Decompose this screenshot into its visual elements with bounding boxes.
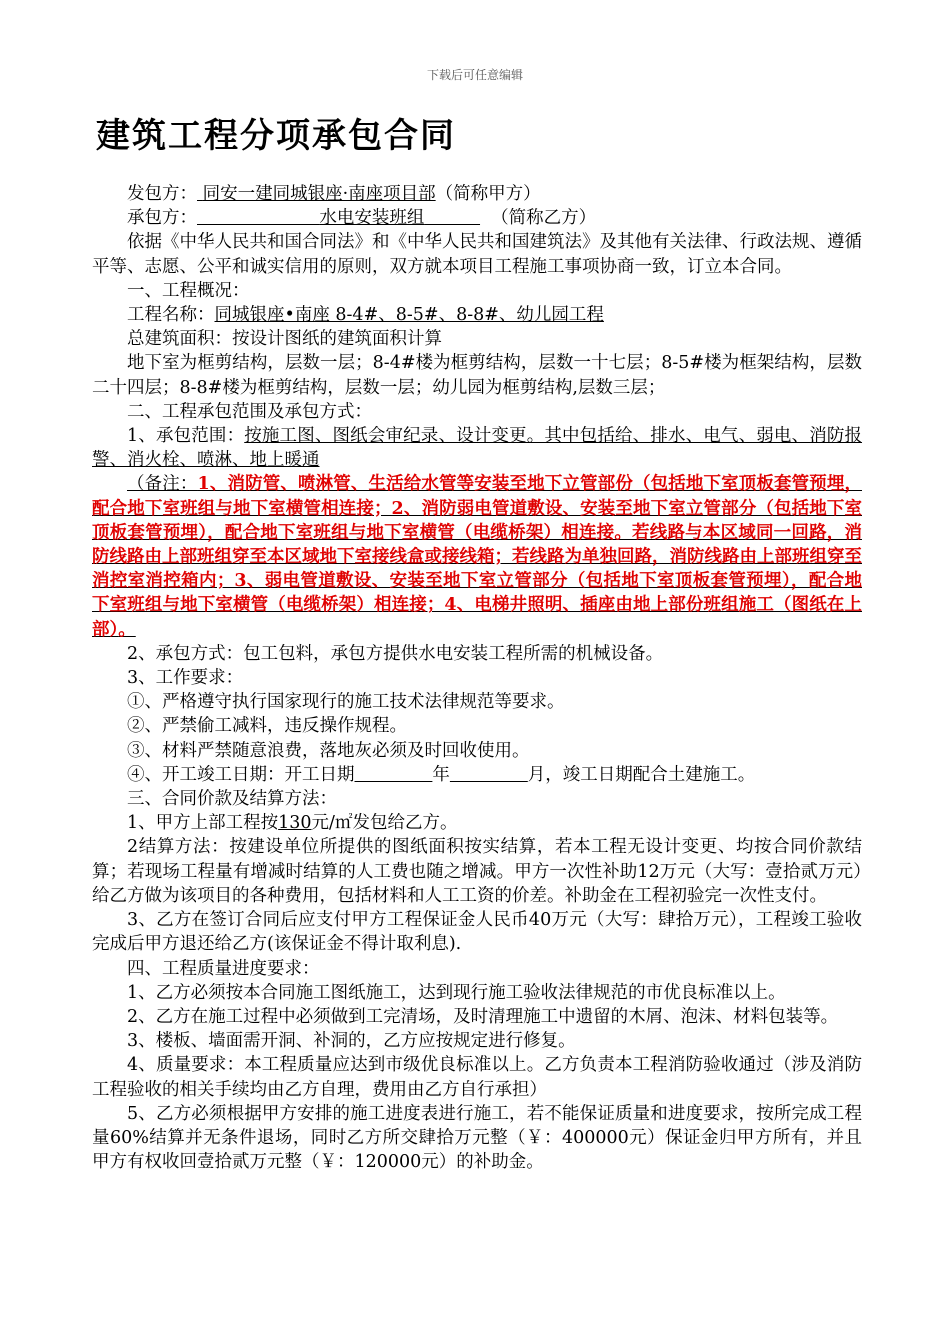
section-3-heading: 三、合同价款及结算方法： — [127, 789, 337, 810]
scope-paragraph: 1、承包范围：按施工图、图纸会审纪录、设计变更。其中包括给、排水、电气、弱电、消防报警、消火栓、喷淋、地上暖通 — [92, 426, 863, 471]
note-text: 1、消防管、喷淋管、生活给水管等安装至地下立管部份（包括地下室顶板套管预埋，配合地下室班组与地下室横管相连接；2、消防弱电管道敷设、安装至地下室立管部分（包括地下室顶板套管预埋），配合地下室班组与地下室横管（电缆桥架）相连接。若线路与本区域同一回路，消防线路由上部班组穿至本区域地下室接线盒或接线箱；若线路为单独回路，消防线路由上部班组穿至消控室消控箱内；3、弱电管道敷设、安装至地下室立管部分（包括地下室顶板套管预埋），配合地下室班组与地下室横管（电缆桥架）相连接；4、电梯井照明、插座由地上部份班组施工（图纸在上部） — [92, 474, 862, 640]
scope-note: （备注：1、消防管、喷淋管、生活给水管等安装至地下立管部份（包括地下室顶板套管预埋，配合地下室班组与地下室横管相连接；2、消防弱电管道敷设、安装至地下室立管部分（包括地下室顶板套管预埋），配合地下室班组与地下室横管（电缆桥架）相连接。若线路与本区域同一回路，消防线路由上部班组穿至本区域地下室接线盒或接线箱；若线路为单独回路，消防线路由上部班组穿至消控室消控箱内；3、弱电管道敷设、安装至地下室立管部分（包括地下室顶板套管预埋），配合地下室班组与地下室横管（电缆桥架）相连接；4、电梯井照明、插座由地上部份班组施工（图纸在上部）。 — [92, 474, 862, 640]
work-req-3: ③、材料严禁随意浪费，落地灰必须及时回收使用。 — [127, 740, 530, 761]
project-name: 同城银座•南座 8-4#、8-5#、8-8#、幼儿园工程 — [214, 305, 604, 326]
party-b-suffix: （简称乙方） — [491, 208, 597, 229]
quality-item-5: 5、乙方必须根据甲方安排的施工进度表进行施工，若不能保证质量和进度要求，按所完成工程量60%结算并无条件退场，同时乙方所交肆拾万元整（￥：400000元）保证金归甲方所有，并且甲方有权收回壹拾贰万元整（￥：120000元）的补助金。 — [92, 1103, 862, 1173]
quality-item-4: 4、质量要求：本工程质量应达到市级优良标准以上。乙方负责本工程消防验收通过（涉及消防工程验收的相关手续均由乙方自理，费用由乙方自行承担） — [92, 1055, 862, 1100]
party-a-name: 同安一建同城银座·南座项目部 — [202, 184, 436, 204]
work-req-heading: 3、工作要求： — [127, 668, 244, 689]
work-req-2: ②、严禁偷工减料，违反操作规程。 — [127, 716, 407, 737]
contract-body — [92, 182, 862, 1174]
party-a-suffix: （简称甲方） — [435, 184, 541, 204]
note-prefix: （备注： — [127, 474, 198, 495]
total-area-line: 总建筑面积：按设计图纸的建筑面积计算 — [127, 329, 442, 350]
page-header: 下载后可任意编辑 — [426, 68, 523, 82]
section-1-heading: 一、工程概况： — [127, 280, 250, 301]
scope-text: 按施工图、图纸会审纪录、设计变更。其中包括给、排水、电气、弱电、消防报警、消火栓、喷淋、地上暖通 — [92, 426, 863, 471]
price-line: 1、甲方上部工程按130元/㎡发包给乙方。 — [127, 813, 458, 834]
quality-item-1: 1、乙方必须按本合同施工图纸施工，达到现行施工验收法律规范的市优良标准以上。 — [127, 982, 786, 1003]
section-2-heading: 二、工程承包范围及承包方式： — [127, 401, 372, 422]
unit-price: 130 — [278, 813, 312, 834]
party-b-name: 水电安装班组 — [319, 208, 425, 229]
party-b-line — [92, 206, 862, 230]
deposit-paragraph: 3、乙方在签订合同后应支付甲方工程保证金人民币40万元（大写：肆拾万元），工程竣工验收完成后甲方退还给乙方(该保证金不得计取利息). — [92, 910, 862, 955]
quality-item-2: 2、乙方在施工过程中必须做到工完清场，及时清理施工中遗留的木屑、泡沫、材料包装等。 — [127, 1006, 839, 1027]
work-req-1: ①、严格遵守执行国家现行的施工技术法律规范等要求。 — [127, 692, 565, 713]
party-b-label: 承包方： — [127, 208, 197, 229]
contract-mode: 2、承包方式：包工包料，承包方提供水电安装工程所需的机械设备。 — [127, 643, 664, 664]
structure-paragraph: 地下室为框剪结构，层数一层；8-4#楼为框剪结构，层数一十七层；8-5#楼为框架结构，层数二十四层；8-8#楼为框剪结构，层数一层；幼儿园为框剪结构,层数三层； — [92, 353, 862, 398]
settlement-paragraph: 2结算方法：按建设单位所提供的图纸面积按实结算，若本工程无设计变更、均按合同价款结算；若现场工程量有增减时结算的人工费也随之增减。甲方一次性补助12万元（大写：壹拾贰万元）给乙方做为该项目的各种费用，包括材料和人工工资的价差。补助金在工程初验完一次性支付。 — [92, 837, 862, 906]
project-name-line: 工程名称：同城银座•南座 8-4#、8-5#、8-8#、幼儿园工程 — [127, 305, 604, 326]
work-req-4: ④、开工竣工日期：开工日期 年 月，竣工日期配合土建施工。 — [127, 764, 756, 785]
section-4-heading: 四、工程质量进度要求： — [127, 958, 320, 979]
intro-paragraph: 依据《中华人民共和国合同法》和《中华人民共和国建筑法》及其他有关法律、行政法规、遵循平等、志愿、公平和诚实信用的原则，双方就本项目工程施工事项协商一致，订立本合同。 — [92, 232, 862, 277]
party-a-line — [92, 182, 862, 206]
party-a-label: 发包方： — [127, 184, 197, 204]
quality-item-3: 3、楼板、墙面需开洞、补洞的，乙方应按规定进行修复。 — [127, 1031, 576, 1052]
document-title: 建筑工程分项承包合同 — [96, 116, 456, 156]
